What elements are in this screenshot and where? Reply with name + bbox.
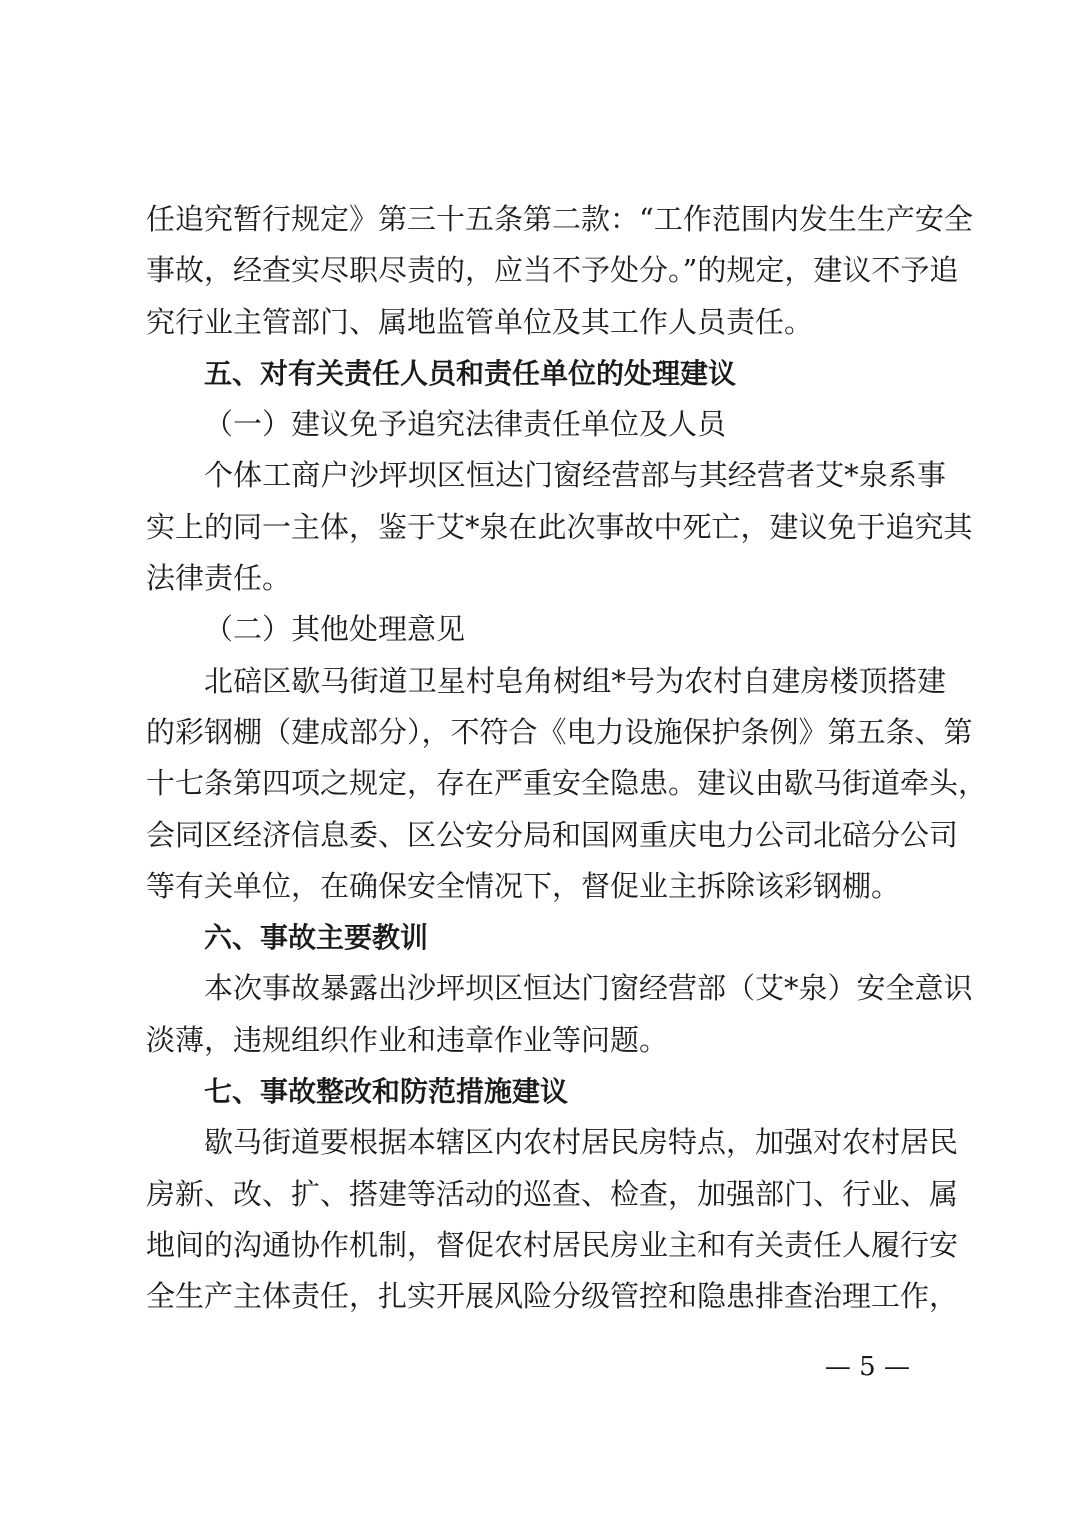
paragraph-line: 任追究暂行规定》第三十五条第二款：“工作范围内发生生产安全 [146,202,973,236]
section-heading: 五、对有关责任人员和责任单位的处理建议 [204,356,737,390]
section-heading: 六、事故主要教训 [204,921,429,955]
paragraph-line: 的彩钢棚（建成部分），不符合《电力设施保护条例》第五条、第 [146,714,973,749]
paragraph-line: 全生产主体责任，扎实开展风险分级管控和隐患排查治理工作， [146,1279,959,1314]
document-body [146,194,988,1323]
section-heading: 七、事故整改和防范措施建议 [204,1075,569,1109]
paragraph-line: 究行业主管部门、属地监管单位及其工作人员责任。 [146,304,814,339]
paragraph-line: 个体工商户沙坪坝区恒达门窗经营部与其经营者艾*泉系事 [204,458,946,493]
paragraph-line: 房新、改、扩、搭建等活动的巡查、检查，加强部门、行业、属 [146,1176,959,1211]
paragraph-line: 会同区经济信息委、区公安分局和国网重庆电力公司北碚分公司 [146,817,959,852]
paragraph-line: 歇马街道要根据本辖区内农村居民房特点，加强对农村居民 [204,1125,959,1160]
paragraph-line: 淡薄，违规组织作业和违章作业等问题。 [146,1022,669,1057]
paragraph-line: 法律责任。 [146,561,292,596]
paragraph-line: 等有关单位，在确保安全情况下，督促业主拆除该彩钢棚。 [146,868,901,903]
page-number: — 5 — [824,1352,910,1382]
paragraph-line: 实上的同一主体，鉴于艾*泉在此次事故中死亡，建议免于追究其 [146,509,973,544]
paragraph-line: 十七条第四项之规定，存在严重安全隐患。建议由歇马街道牵头， [146,766,988,801]
paragraph-line: 地间的沟通协作机制，督促农村居民房业主和有关责任人履行安 [146,1227,959,1262]
paragraph-line: 本次事故暴露出沙坪坝区恒达门窗经营部（艾*泉）安全意识 [204,971,973,1006]
subsection-heading: （二）其他处理意见 [204,612,466,647]
paragraph-line: 事故，经查实尽职尽责的，应当不予处分。”的规定，建议不予追 [146,253,959,288]
paragraph-line: 北碚区歇马街道卫星村皂角树组*号为农村自建房楼顶搭建 [204,663,946,698]
subsection-heading: （一）建议免予追究法律责任单位及人员 [204,407,727,442]
